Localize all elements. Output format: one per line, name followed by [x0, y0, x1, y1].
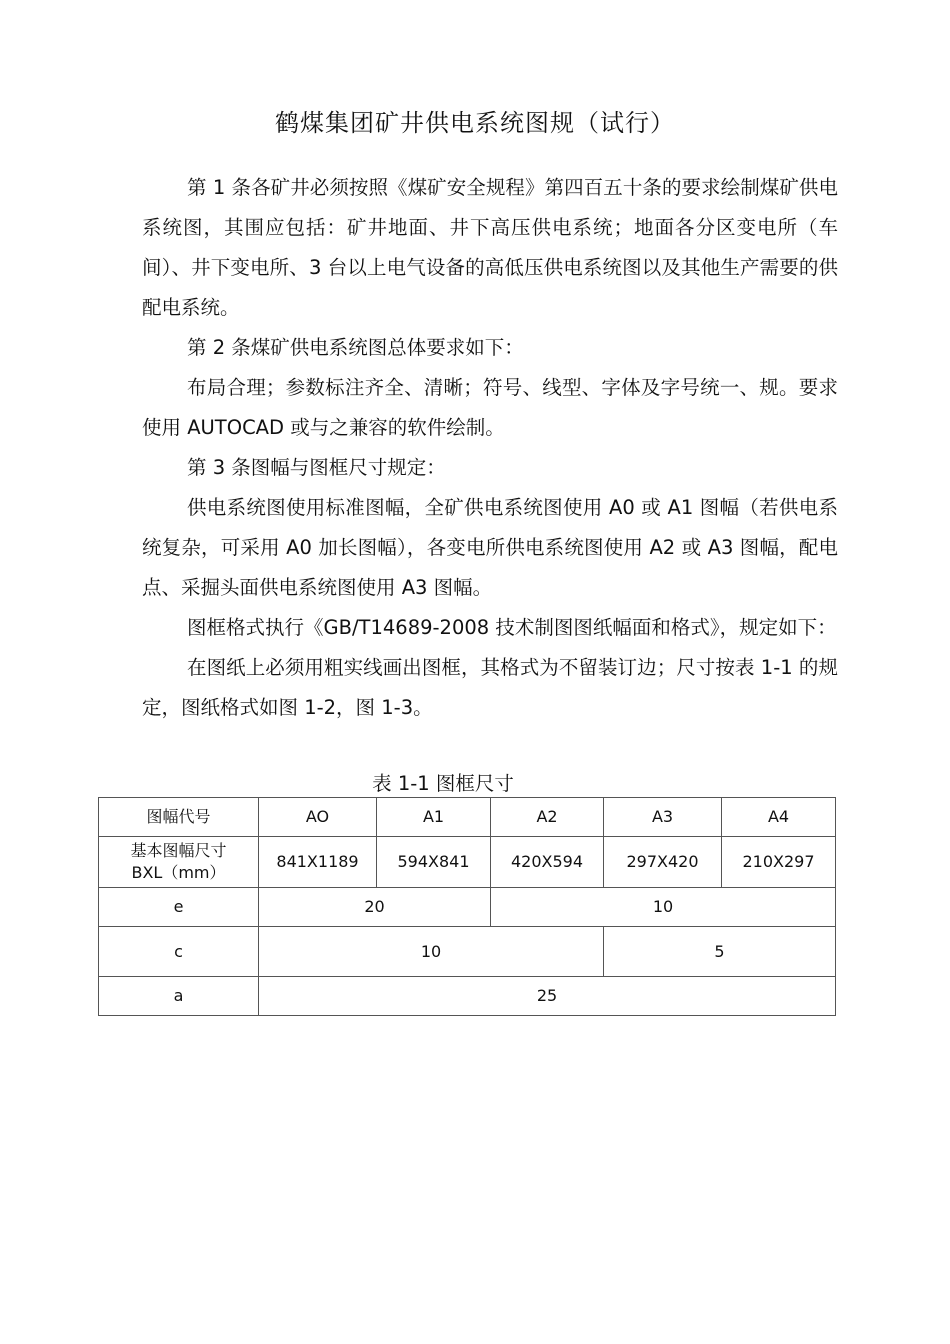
table-caption: 表 1-1 图框尺寸 — [372, 772, 514, 795]
table-header-row — [99, 798, 836, 837]
table-header-cell: AO — [259, 798, 377, 837]
paragraph-article-2: 第 2 条煤矿供电系统图总体要求如下： — [187, 336, 524, 359]
paragraph-frame-rules: 在图纸上必须用粗实线画出图框，其格式为不留装订边；尺寸按表 1-1 的规定，图纸格式如图 1-2，图 1-3。 — [142, 656, 838, 719]
table-row-size — [99, 837, 836, 888]
table-cell: 25 — [259, 977, 836, 1016]
document-body — [142, 168, 838, 728]
row-label-e: e — [99, 888, 259, 927]
row-label-line: BXL（mm） — [131, 863, 226, 882]
paragraph-layout-requirements: 布局合理；参数标注齐全、清晰；符号、线型、字体及字号统一、规。要求使用 AUTOCAD 或与之兼容的软件绘制。 — [142, 376, 838, 439]
paragraph-article-1: 第 1 条各矿井必须按照《煤矿安全规程》第四百五十条的要求绘制煤矿供电系统图，其围应包括：矿井地面、井下高压供电系统；地面各分区变电所（车间）、井下变电所、3 台以上电气设备的高低压供电系统图以及其他生产需要的供配电系统。 — [142, 176, 838, 319]
table-cell: 594X841 — [377, 837, 491, 888]
paragraph-sheet-sizes: 供电系统图使用标准图幅，全矿供电系统图使用 A0 或 A1 图幅（若供电系统复杂，可采用 A0 加长图幅），各变电所供电系统图使用 A2 或 A3 图幅，配电点、采掘头面供电系统图使用 A3 图幅。 — [142, 496, 838, 599]
row-label-size — [99, 837, 259, 888]
table-row-c — [99, 927, 836, 977]
table-cell: 10 — [259, 927, 604, 977]
row-label-a: a — [99, 977, 259, 1016]
page-title: 鹤煤集团矿井供电系统图规（试行） — [275, 109, 675, 137]
table-header-cell: A4 — [722, 798, 836, 837]
row-label-line: 基本图幅尺寸 — [130, 841, 227, 860]
row-label-c: c — [99, 927, 259, 977]
table-cell: 841X1189 — [259, 837, 377, 888]
table-header-cell: 图幅代号 — [99, 798, 259, 837]
table-cell: 297X420 — [604, 837, 722, 888]
table-cell: 20 — [259, 888, 491, 927]
table-cell: 420X594 — [491, 837, 604, 888]
table-header-cell: A3 — [604, 798, 722, 837]
table-cell: 5 — [604, 927, 836, 977]
table-row-a — [99, 977, 836, 1016]
table-cell: 210X297 — [722, 837, 836, 888]
paragraph-frame-standard: 图框格式执行《GB/T14689-2008 技术制图图纸幅面和格式》，规定如下： — [187, 616, 837, 639]
table-cell: 10 — [491, 888, 836, 927]
paragraph-article-3: 第 3 条图幅与图框尺寸规定： — [187, 456, 446, 479]
frame-size-table — [98, 797, 836, 1016]
table-header-cell: A2 — [491, 798, 604, 837]
table-header-cell: A1 — [377, 798, 491, 837]
table-row-e — [99, 888, 836, 927]
